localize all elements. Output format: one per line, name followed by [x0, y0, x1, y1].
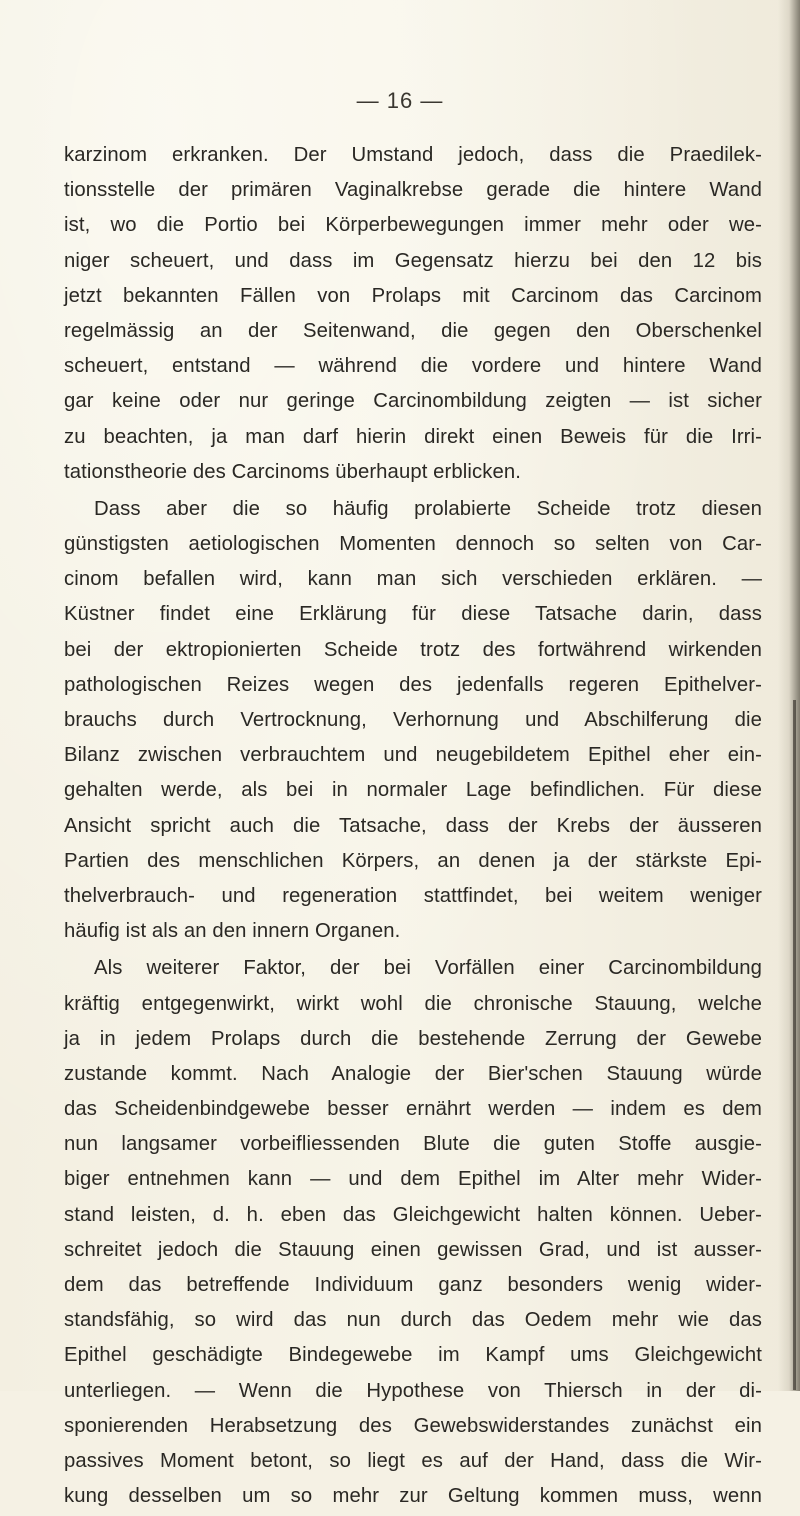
text-line: schreitet jedoch die Stauung einen gewissen Grad, und ist ausser-	[64, 1238, 762, 1261]
page-edge-shadow	[778, 0, 800, 1391]
text-line: pathologischen Reizes wegen des jedenfalls regeren Epithelver-	[64, 673, 762, 696]
text-line: niger scheuert, und dass im Gegensatz hierzu bei den 12 bis	[64, 249, 762, 272]
text-line: ist, wo die Portio bei Körperbewegungen immer mehr oder we-	[64, 214, 762, 237]
text-line: tationstheorie des Carcinoms überhaupt erblicken.	[64, 460, 521, 483]
text-line: zu beachten, ja man darf hierin direkt einen Beweis für die Irri-	[64, 425, 762, 448]
text-line: Bilanz zwischen verbrauchtem und neugebildetem Epithel eher ein-	[64, 744, 762, 767]
text-line: passives Moment betont, so liegt es auf der Hand, dass die Wir-	[64, 1449, 762, 1472]
text-line: thelverbrauch- und regeneration stattfindet, bei weitem weniger	[64, 884, 762, 907]
text-line: Küstner findet eine Erklärung für diese Tatsache darin, dass	[64, 603, 762, 626]
text-line: gehalten werde, als bei in normaler Lage befindlichen. Für diese	[64, 779, 762, 802]
text-line: bei der ektropionierten Scheide trotz des fortwährend wirkenden	[64, 638, 762, 661]
text-line: Ansicht spricht auch die Tatsache, dass der Krebs der äusseren	[64, 814, 762, 837]
text-line: dem das betreffende Individuum ganz besonders wenig wider-	[64, 1274, 762, 1296]
text-line: Dass aber die so häufig prolabierte Scheide trotz diesen	[94, 497, 762, 520]
text-line: regelmässig an der Seitenwand, die gegen den Oberschenkel	[64, 319, 762, 342]
page-number: — 16 —	[356, 88, 444, 113]
text-line: unterliegen. — Wenn die Hypothese von Thiersch in der di-	[64, 1379, 762, 1402]
text-line: jetzt bekannten Fällen von Prolaps mit Carcinom das Carcinom	[64, 284, 762, 307]
text-line: karzinom erkranken. Der Umstand jedoch, dass die Praedilek-	[64, 144, 762, 166]
text-line: kräftig entgegenwirkt, wirkt wohl die chronische Stauung, welche	[64, 992, 762, 1015]
text-line: scheuert, entstand — während die vordere und hintere Wand	[64, 355, 762, 378]
text-line: sponierenden Herabsetzung des Gewebswiderstandes zunächst ein	[64, 1414, 762, 1437]
text-line: standsfähig, so wird das nun durch das Oedem mehr wie das	[64, 1309, 762, 1332]
text-line: cinom befallen wird, kann man sich verschieden erklären. —	[64, 568, 762, 591]
text-line: Epithel geschädigte Bindegewebe im Kampf ums Gleichgewicht	[64, 1344, 762, 1367]
text-line: günstigsten aetiologischen Momenten dennoch so selten von Car-	[64, 533, 762, 556]
text-line: brauchs durch Vertrocknung, Verhornung und Abschilferung die	[64, 709, 762, 731]
text-line: Als weiterer Faktor, der bei Vorfällen einer Carcinombildung	[94, 957, 762, 980]
body-text	[64, 138, 762, 1516]
text-line: zustande kommt. Nach Analogie der Bier'schen Stauung würde	[64, 1062, 762, 1085]
text-line: tionsstelle der primären Vaginalkrebse gerade die hintere Wand	[64, 179, 762, 202]
text-line: das Scheidenbindgewebe besser ernährt werden — indem es dem	[64, 1098, 762, 1121]
text-line: gar keine oder nur geringe Carcinombildung zeigten — ist sicher	[64, 390, 762, 413]
paragraph	[64, 492, 762, 949]
text-line: kung desselben um so mehr zur Geltung kommen muss, wenn	[64, 1485, 762, 1508]
text-line: Partien des menschlichen Körpers, an denen ja der stärkste Epi-	[64, 849, 762, 872]
text-line: biger entnehmen kann — und dem Epithel im Alter mehr Wider-	[64, 1168, 762, 1191]
paragraph	[64, 138, 762, 490]
text-line: stand leisten, d. h. eben das Gleichgewicht halten können. Ueber-	[64, 1203, 762, 1226]
text-line: ja in jedem Prolaps durch die bestehende Zerrung der Gewebe	[64, 1027, 762, 1050]
text-line: häufig ist als an den innern Organen.	[64, 920, 401, 943]
text-line: nun langsamer vorbeifliessenden Blute die guten Stoffe ausgie-	[64, 1133, 762, 1156]
page-binding-edge	[793, 700, 796, 1390]
paragraph	[64, 951, 762, 1514]
